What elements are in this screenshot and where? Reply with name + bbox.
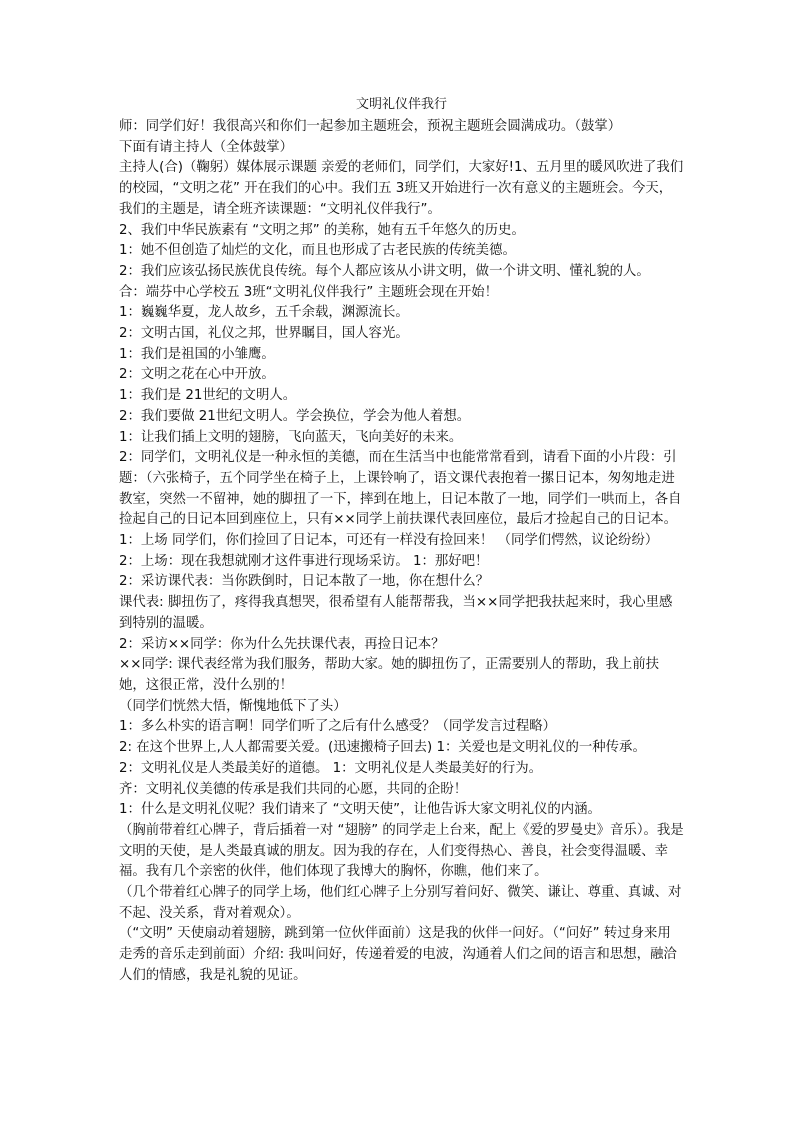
paragraph: 主持人(合)（鞠躬）媒体展示课题 亲爱的老师们，同学们，大家好!1、五月里的暖风吹进了我们的校园，“文明之花” 开在我们的心中。我们五 3班又开始进行一次有意义的主题班会。今天，我们的主题是，请全班齐读课题：“文明礼仪伴我行”。 (119, 160, 684, 217)
paragraph: 1：什么是文明礼仪呢？我们请来了 “文明天使”，让他告诉大家文明礼仪的内涵。 (119, 802, 601, 818)
paragraph: 2: 在这个世界上,人人都需要关爱。(迅速搬椅子回去) 1：关爱也是文明礼仪的一种传承。 (119, 740, 646, 756)
paragraph: （胸前带着红心牌子，背后插着一对 “翅膀” 的同学走上台来，配上《爱的罗曼史》音乐）。我是文明的天使，是人类最真诚的朋友。因为我的存在，人们变得热心、善良，社会变得温暖、幸福。我有几个亲密的伙伴，他们体现了我博大的胸怀，你瞧，他们来了。 (119, 822, 684, 880)
paragraph: 2：文明之花在心中开放。 (119, 367, 275, 383)
paragraph: 1：让我们插上文明的翅膀，飞向蓝天，飞向美好的未来。 (119, 429, 463, 445)
paragraph: （同学们恍然大悟，惭愧地低下了头） (119, 698, 347, 714)
paragraph: （几个带着红心牌子的同学上场，他们红心牌子上分别写着问好、微笑、谦让、尊重、真诚、对不起、没关系，背对着观众）。 (119, 885, 682, 921)
paragraph: 齐：文明礼仪美德的传承是我们共同的心愿，共同的企盼！ (119, 781, 468, 797)
paragraph: 合：端芬中心学校五 3班“文明礼仪伴我行” 主题班会现在开始！ (119, 284, 499, 300)
paragraph: 1：她不但创造了灿烂的文化，而且也形成了古老民族的传统美德。 (119, 243, 516, 259)
paragraph: 1：巍巍华夏，龙人故乡，五千余载，渊源流长。 (119, 305, 409, 321)
paragraph: （“文明” 天使扇动着翅膀，跳到第一位伙伴面前）这是我的伙伴一问好。（“问好” 转过身来用走秀的音乐走到前面）介绍: 我叫问好，传递着爱的电波，沟通着人们之间的语言和思想，融洽人们的情感，我是礼貌的见证。 (119, 926, 677, 983)
paragraph: 2：文明古国，礼仪之邦，世界瞩目，国人容光。 (119, 326, 409, 342)
paragraph: 2：同学们，文明礼仪是一种永恒的美德，而在生活当中也能常常看到，请看下面的小片段：引题：（六张椅子，五个同学坐在椅子上，上课铃响了，语文课代表抱着一摞日记本，匆匆地走进教室，突然一不留神，她的脚扭了一下，摔到在地上，日记本散了一地，同学们一哄而上，各自捡起自己的日记本回到座位上，只有××同学上前扶课代表回座位，最后才捡起自己的日记本。 (119, 450, 682, 528)
paragraph: 1：我们是 21世纪的文明人。 (119, 388, 297, 404)
paragraph: 课代表: 脚扭伤了，疼得我真想哭，很希望有人能帮帮我，当××同学把我扶起来时，我心里感到特别的温暖。 (119, 595, 673, 631)
paragraph: 2：上场：现在我想就刚才这件事进行现场采访。 1：那好吧！ (119, 553, 489, 569)
paragraph: 下面有请主持人（全体鼓掌） (119, 139, 294, 155)
paragraph: ××同学: 课代表经常为我们服务，帮助大家。她的脚扭伤了，正需要别人的帮助，我上前扶她，这很正常，没什么别的！ (119, 657, 660, 693)
paragraph: 2：我们应该弘扬民族优良传统。每个人都应该从小讲文明，做一个讲文明、懂礼貌的人。 (119, 263, 650, 279)
document-title: 文明礼仪伴我行 (355, 97, 447, 112)
paragraph: 2、我们中华民族素有 “文明之邦” 的美称，她有五千年悠久的历史。 (119, 222, 525, 238)
paragraph: 2：采访××同学：你为什么先扶课代表，再捡日记本？ (119, 636, 445, 652)
paragraph: 2：采访课代表：当你跌倒时，日记本散了一地，你在想什么？ (119, 574, 490, 590)
paragraph: 1：我们是祖国的小雏鹰。 (119, 346, 275, 362)
paragraph: 师：同学们好！我很高兴和你们一起参加主题班会，预祝主题班会圆满成功。（鼓掌） (119, 119, 622, 134)
paragraph: 2：我们要做 21世纪文明人。学会换位，学会为他人着想。 (119, 408, 471, 424)
paragraph: 1：上场 同学们，你们捡回了日记本，可还有一样没有捡回来！ （同学们愕然，议论纷纷） (119, 533, 659, 549)
paragraph: 2：文明礼仪是人类最美好的道德。 1：文明礼仪是人类最美好的行为。 (119, 760, 543, 776)
paragraph: 1：多么朴实的语言啊！同学们听了之后有什么感受？（同学发言过程略） (119, 719, 557, 735)
document-body (119, 117, 684, 987)
document-page (119, 96, 684, 987)
